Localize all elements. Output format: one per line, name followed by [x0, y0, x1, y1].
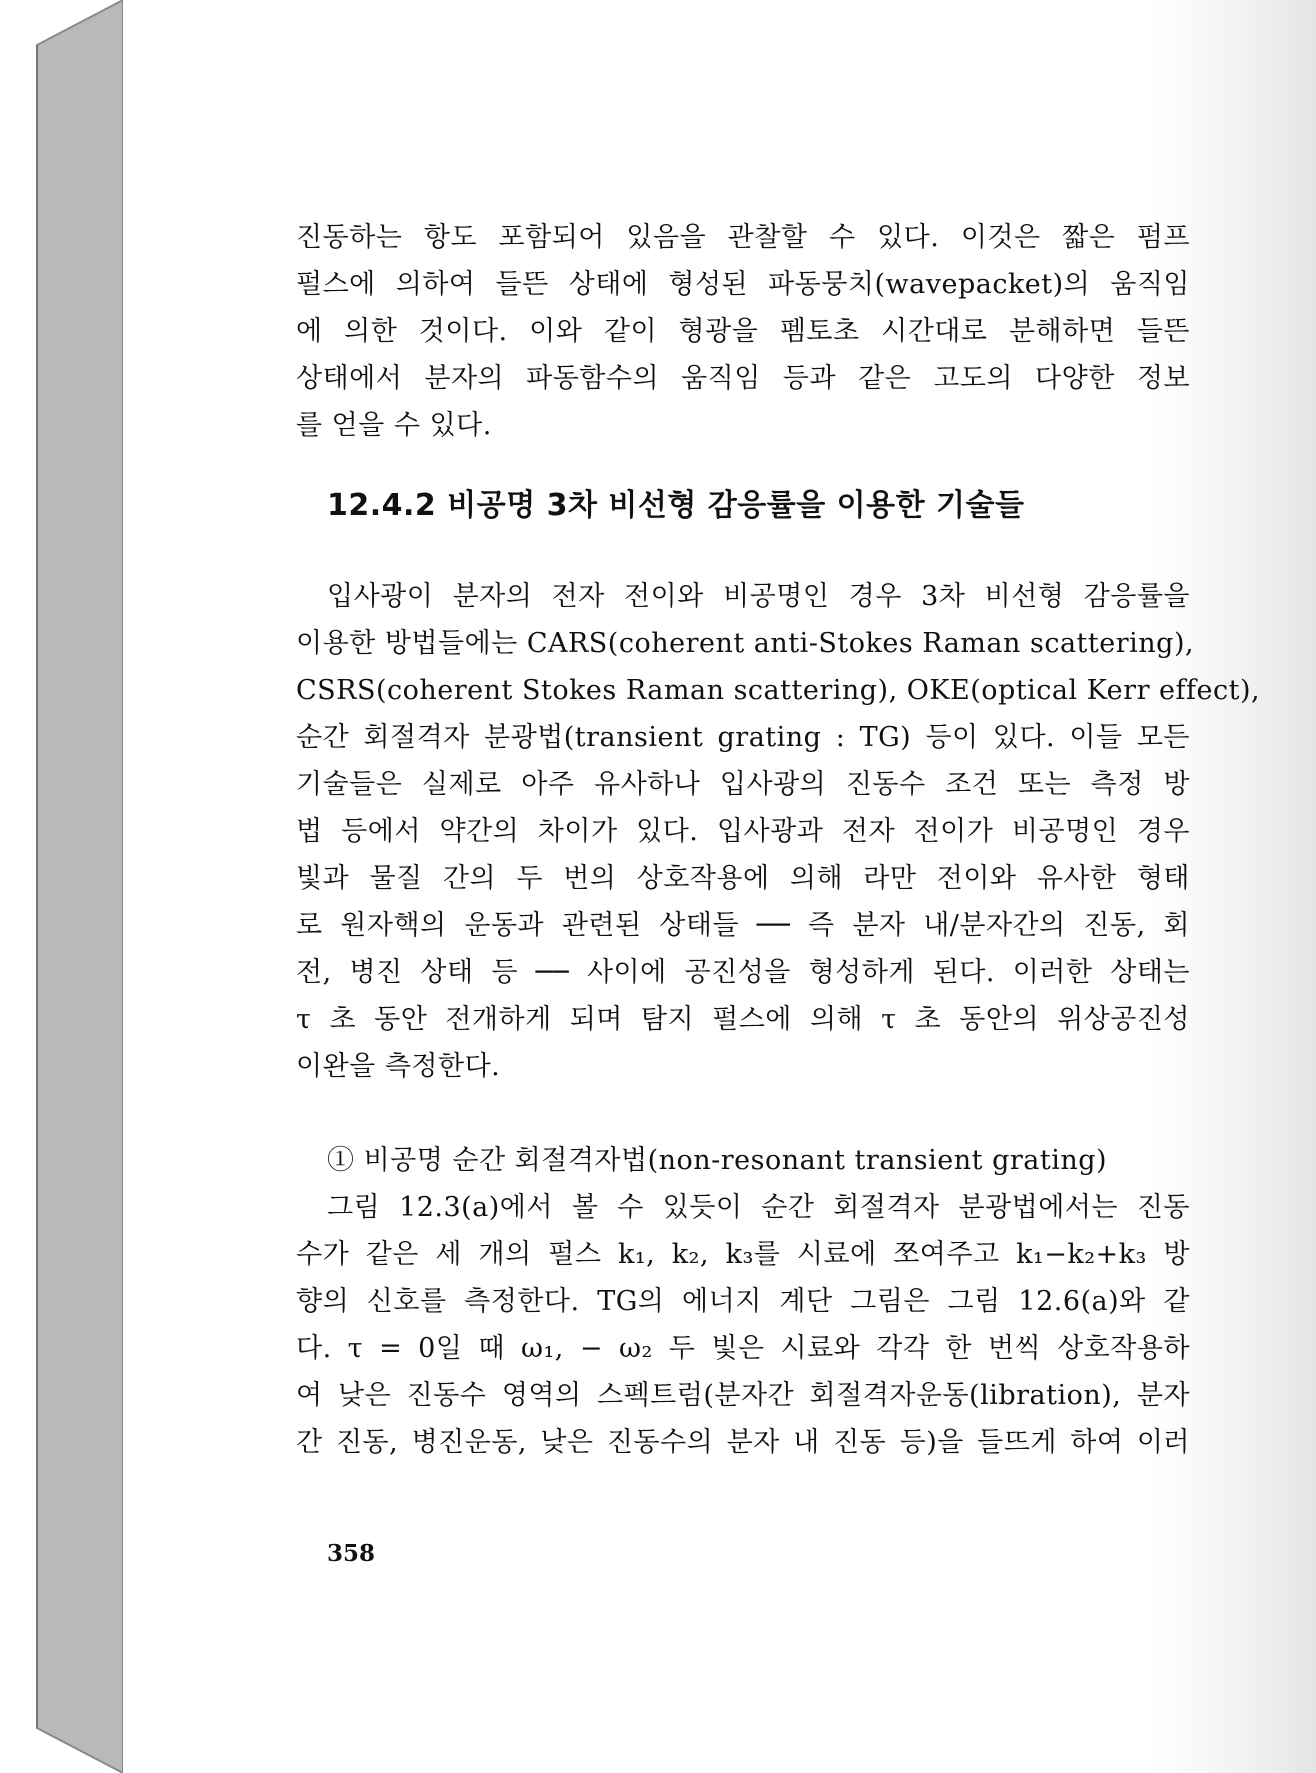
text-line: τ 초 동안 전개하게 되며 탐지 펄스에 의해 τ 초 동안의 위상공진성: [296, 1004, 1190, 1035]
text-line: 상태에서 분자의 파동함수의 움직임 등과 같은 고도의 다양한 정보: [296, 363, 1190, 394]
subsection-heading: ① 비공명 순간 회절격자법(non-resonant transient grating): [327, 1145, 1108, 1176]
tg-paragraph: [296, 1184, 1190, 1466]
text-line: 향의 신호를 측정한다. TG의 에너지 계단 그림은 그림 12.6(a)와 같: [296, 1286, 1190, 1317]
section-heading: 12.4.2 비공명 3차 비선형 감응률을 이용한 기술들: [327, 488, 1025, 523]
text-line: 로 원자핵의 운동과 관련된 상태들 ── 즉 분자 내/분자간의 진동, 회: [296, 910, 1190, 941]
text-line: 를 얻을 수 있다.: [296, 410, 492, 441]
text-line: 이완을 측정한다.: [296, 1051, 501, 1082]
text-line: 진동하는 항도 포함되어 있음을 관찰할 수 있다. 이것은 짧은 펌프: [296, 222, 1190, 253]
text-line: 에 의한 것이다. 이와 같이 형광을 펨토초 시간대로 분해하면 들뜬: [296, 316, 1190, 347]
text-line: 법 등에서 약간의 차이가 있다. 입사광과 전자 전이가 비공명인 경우: [296, 816, 1190, 847]
text-line: 펄스에 의하여 들뜬 상태에 형성된 파동뭉치(wavepacket)의 움직임: [296, 269, 1190, 300]
text-line: 기술들은 실제로 아주 유사하나 입사광의 진동수 조건 또는 측정 방: [296, 769, 1190, 800]
intro-paragraph: [296, 214, 1190, 449]
text-line: 여 낮은 진동수 영역의 스펙트럼(분자간 회절격자운동(libration), 분자: [296, 1380, 1190, 1411]
text-line: 이용한 방법들에는 CARS(coherent anti-Stokes Raman scattering),: [296, 628, 1195, 659]
main-paragraph: [296, 573, 1261, 1090]
page-content: [296, 214, 1261, 1466]
text-line: 순간 회절격자 분광법(transient grating : TG) 등이 있다. 이들 모든: [296, 722, 1190, 753]
text-line: CSRS(coherent Stokes Raman scattering), OKE(optical Kerr effect),: [296, 675, 1261, 706]
text-line: 그림 12.3(a)에서 볼 수 있듯이 순간 회절격자 분광법에서는 진동: [327, 1192, 1190, 1223]
text-line: 간 진동, 병진운동, 낮은 진동수의 분자 내 진동 등)을 들뜨게 하여 이러: [296, 1427, 1190, 1458]
text-line: 입사광이 분자의 전자 전이와 비공명인 경우 3차 비선형 감응률을: [327, 581, 1190, 612]
text-line: 빛과 물질 간의 두 번의 상호작용에 의해 라만 전이와 유사한 형태: [296, 863, 1190, 894]
text-line: 다. τ = 0일 때 ω₁, − ω₂ 두 빛은 시료와 각각 한 번씩 상호작용하: [296, 1333, 1190, 1364]
page-number: 358: [327, 1540, 376, 1567]
text-line: 전, 병진 상태 등 ── 사이에 공진성을 형성하게 된다. 이러한 상태는: [296, 957, 1190, 988]
text-line: 수가 같은 세 개의 펄스 k₁, k₂, k₃를 시료에 쪼여주고 k₁−k₂+k₃ 방: [296, 1239, 1190, 1270]
